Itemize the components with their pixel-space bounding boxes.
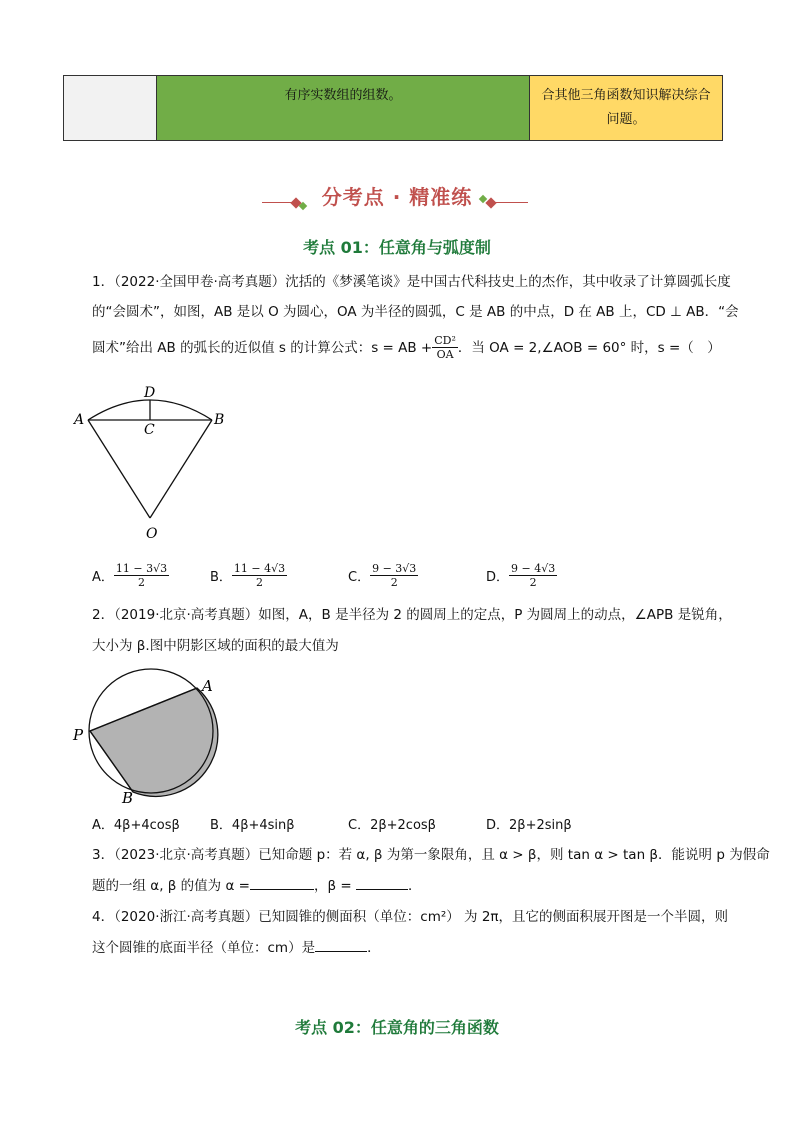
q1-radius-ob bbox=[150, 420, 212, 518]
q4-line-2-a: 这个圆锥的底面半径（单位：cm）是 bbox=[92, 940, 316, 956]
q2-label-b: B bbox=[122, 789, 134, 807]
table-cell-middle: 有序实数组的组数。 bbox=[157, 76, 530, 140]
q2-option-c-text: 2β+2cosβ bbox=[370, 818, 436, 833]
q1-label-b: B bbox=[214, 412, 225, 428]
q1-label-d: D bbox=[144, 385, 156, 401]
q2-option-b-text: 4β+4sinβ bbox=[231, 818, 295, 833]
q1-formula-fraction bbox=[432, 334, 458, 361]
q1-radius-oa bbox=[88, 420, 150, 518]
q1-option-b-letter: B． bbox=[210, 570, 232, 585]
kaodian-1-title: 考点 01：任意角与弧度制 bbox=[303, 238, 491, 257]
q3-line-1: 3．（2023·北京·高考真题）已知命题 p：若 α, β 为第一象限角，且 α > β，则 tan α > tan β．能说明 p 为假命 bbox=[92, 847, 770, 863]
q1-label-a: A bbox=[74, 412, 85, 428]
q1-option-d-den: 2 bbox=[529, 576, 537, 589]
q1-line-2: 的“会圆术”，如图，AB 是以 O 为圆心，OA 为半径的圆弧，C 是 AB 的中点，D 在 AB 上，CD ⊥ AB．“会 bbox=[92, 304, 739, 320]
q2-option-d-text: 2β+2sinβ bbox=[509, 818, 572, 833]
q1-line-1: 1．（2022·全国甲卷·高考真题）沈括的《梦溪笔谈》是中国古代科技史上的杰作，其中收录了计算圆弧长度 bbox=[92, 274, 731, 290]
q1-line-3-a: 圆术”给出 AB 的弧长的近似值 s 的计算公式：s = AB + bbox=[92, 339, 433, 356]
q1-option-b-frac bbox=[232, 562, 287, 589]
q1-line-3-b: ．当 OA = 2,∠AOB = 60° 时，s =（ ） bbox=[457, 339, 721, 356]
q1-label-c: C bbox=[144, 422, 155, 438]
q3-line-2 bbox=[92, 876, 422, 896]
q3-line-2-b: ，β = bbox=[313, 878, 352, 894]
q4-answer-blank[interactable] bbox=[315, 951, 367, 952]
q1-option-b-num: 11 − 4√3 bbox=[233, 562, 286, 575]
q1-option-a-den: 2 bbox=[138, 576, 146, 589]
q1-frac-den: OA bbox=[436, 348, 454, 361]
q1-option-d[interactable] bbox=[486, 562, 557, 589]
q1-option-a-letter: A． bbox=[92, 570, 114, 585]
q1-option-c-frac bbox=[370, 562, 418, 589]
q1-option-b-den: 2 bbox=[256, 576, 264, 589]
table-cell-right: 合其他三角函数知识解决综合问题。 bbox=[530, 76, 722, 140]
q2-option-c[interactable] bbox=[348, 814, 436, 833]
q2-line-1: 2．（2019·北京·高考真题）如图，A，B 是半径为 2 的圆周上的定点，P 为圆周上的动点，∠APB 是锐角， bbox=[92, 607, 732, 623]
q1-option-d-frac bbox=[509, 562, 557, 589]
q1-option-a-frac bbox=[114, 562, 169, 589]
q4-line-2-b: ． bbox=[367, 940, 381, 956]
q2-option-c-letter: C． bbox=[348, 818, 371, 833]
q1-frac-num: CD² bbox=[434, 334, 456, 347]
section-title: 分考点 · 精准练 bbox=[321, 185, 473, 209]
q3-beta-blank[interactable] bbox=[356, 889, 408, 890]
q4-line-2 bbox=[92, 938, 381, 958]
q1-option-a-num: 11 − 3√3 bbox=[115, 562, 168, 575]
q1-option-c-num: 9 − 3√3 bbox=[372, 562, 417, 575]
kaodian-2-title: 考点 02：任意角的三角函数 bbox=[295, 1018, 499, 1037]
q1-sector-figure bbox=[70, 378, 240, 546]
q2-option-d-letter: D． bbox=[486, 818, 510, 833]
q2-shaded-region bbox=[90, 688, 218, 796]
q4-line-1: 4．（2020·浙江·高考真题）已知圆锥的侧面积（单位：cm²） 为 2π，且它的侧面积展开图是一个半圆，则 bbox=[92, 909, 729, 925]
q2-option-d[interactable] bbox=[486, 814, 572, 833]
table-cell-left bbox=[64, 76, 157, 140]
summary-table bbox=[63, 75, 723, 141]
q2-option-a[interactable] bbox=[92, 814, 180, 833]
q1-option-d-num: 9 − 4√3 bbox=[511, 562, 556, 575]
q2-option-a-text: 4β+4cosβ bbox=[113, 818, 180, 833]
q2-line-2: 大小为 β.图中阴影区域的面积的最大值为 bbox=[92, 638, 339, 654]
q1-option-c[interactable] bbox=[348, 562, 418, 589]
q1-option-d-letter: D． bbox=[486, 570, 510, 585]
q1-option-a[interactable] bbox=[92, 562, 169, 589]
q2-option-b-letter: B． bbox=[210, 818, 232, 833]
q2-option-a-letter: A． bbox=[92, 818, 114, 833]
q1-option-c-letter: C． bbox=[348, 570, 371, 585]
q3-line-2-a: 题的一组 α, β 的值为 α = bbox=[92, 878, 250, 894]
q2-circle-figure bbox=[70, 660, 230, 808]
q1-option-b[interactable] bbox=[210, 562, 287, 589]
q1-line-3 bbox=[92, 334, 721, 361]
q2-option-b[interactable] bbox=[210, 814, 295, 833]
section-right-rule bbox=[494, 202, 528, 203]
q1-label-o: O bbox=[146, 526, 158, 542]
q3-line-2-c: ． bbox=[408, 878, 422, 894]
q3-alpha-blank[interactable] bbox=[250, 889, 314, 890]
q2-label-p: P bbox=[73, 726, 84, 744]
q1-option-c-den: 2 bbox=[390, 576, 398, 589]
q2-label-a: A bbox=[202, 677, 213, 695]
